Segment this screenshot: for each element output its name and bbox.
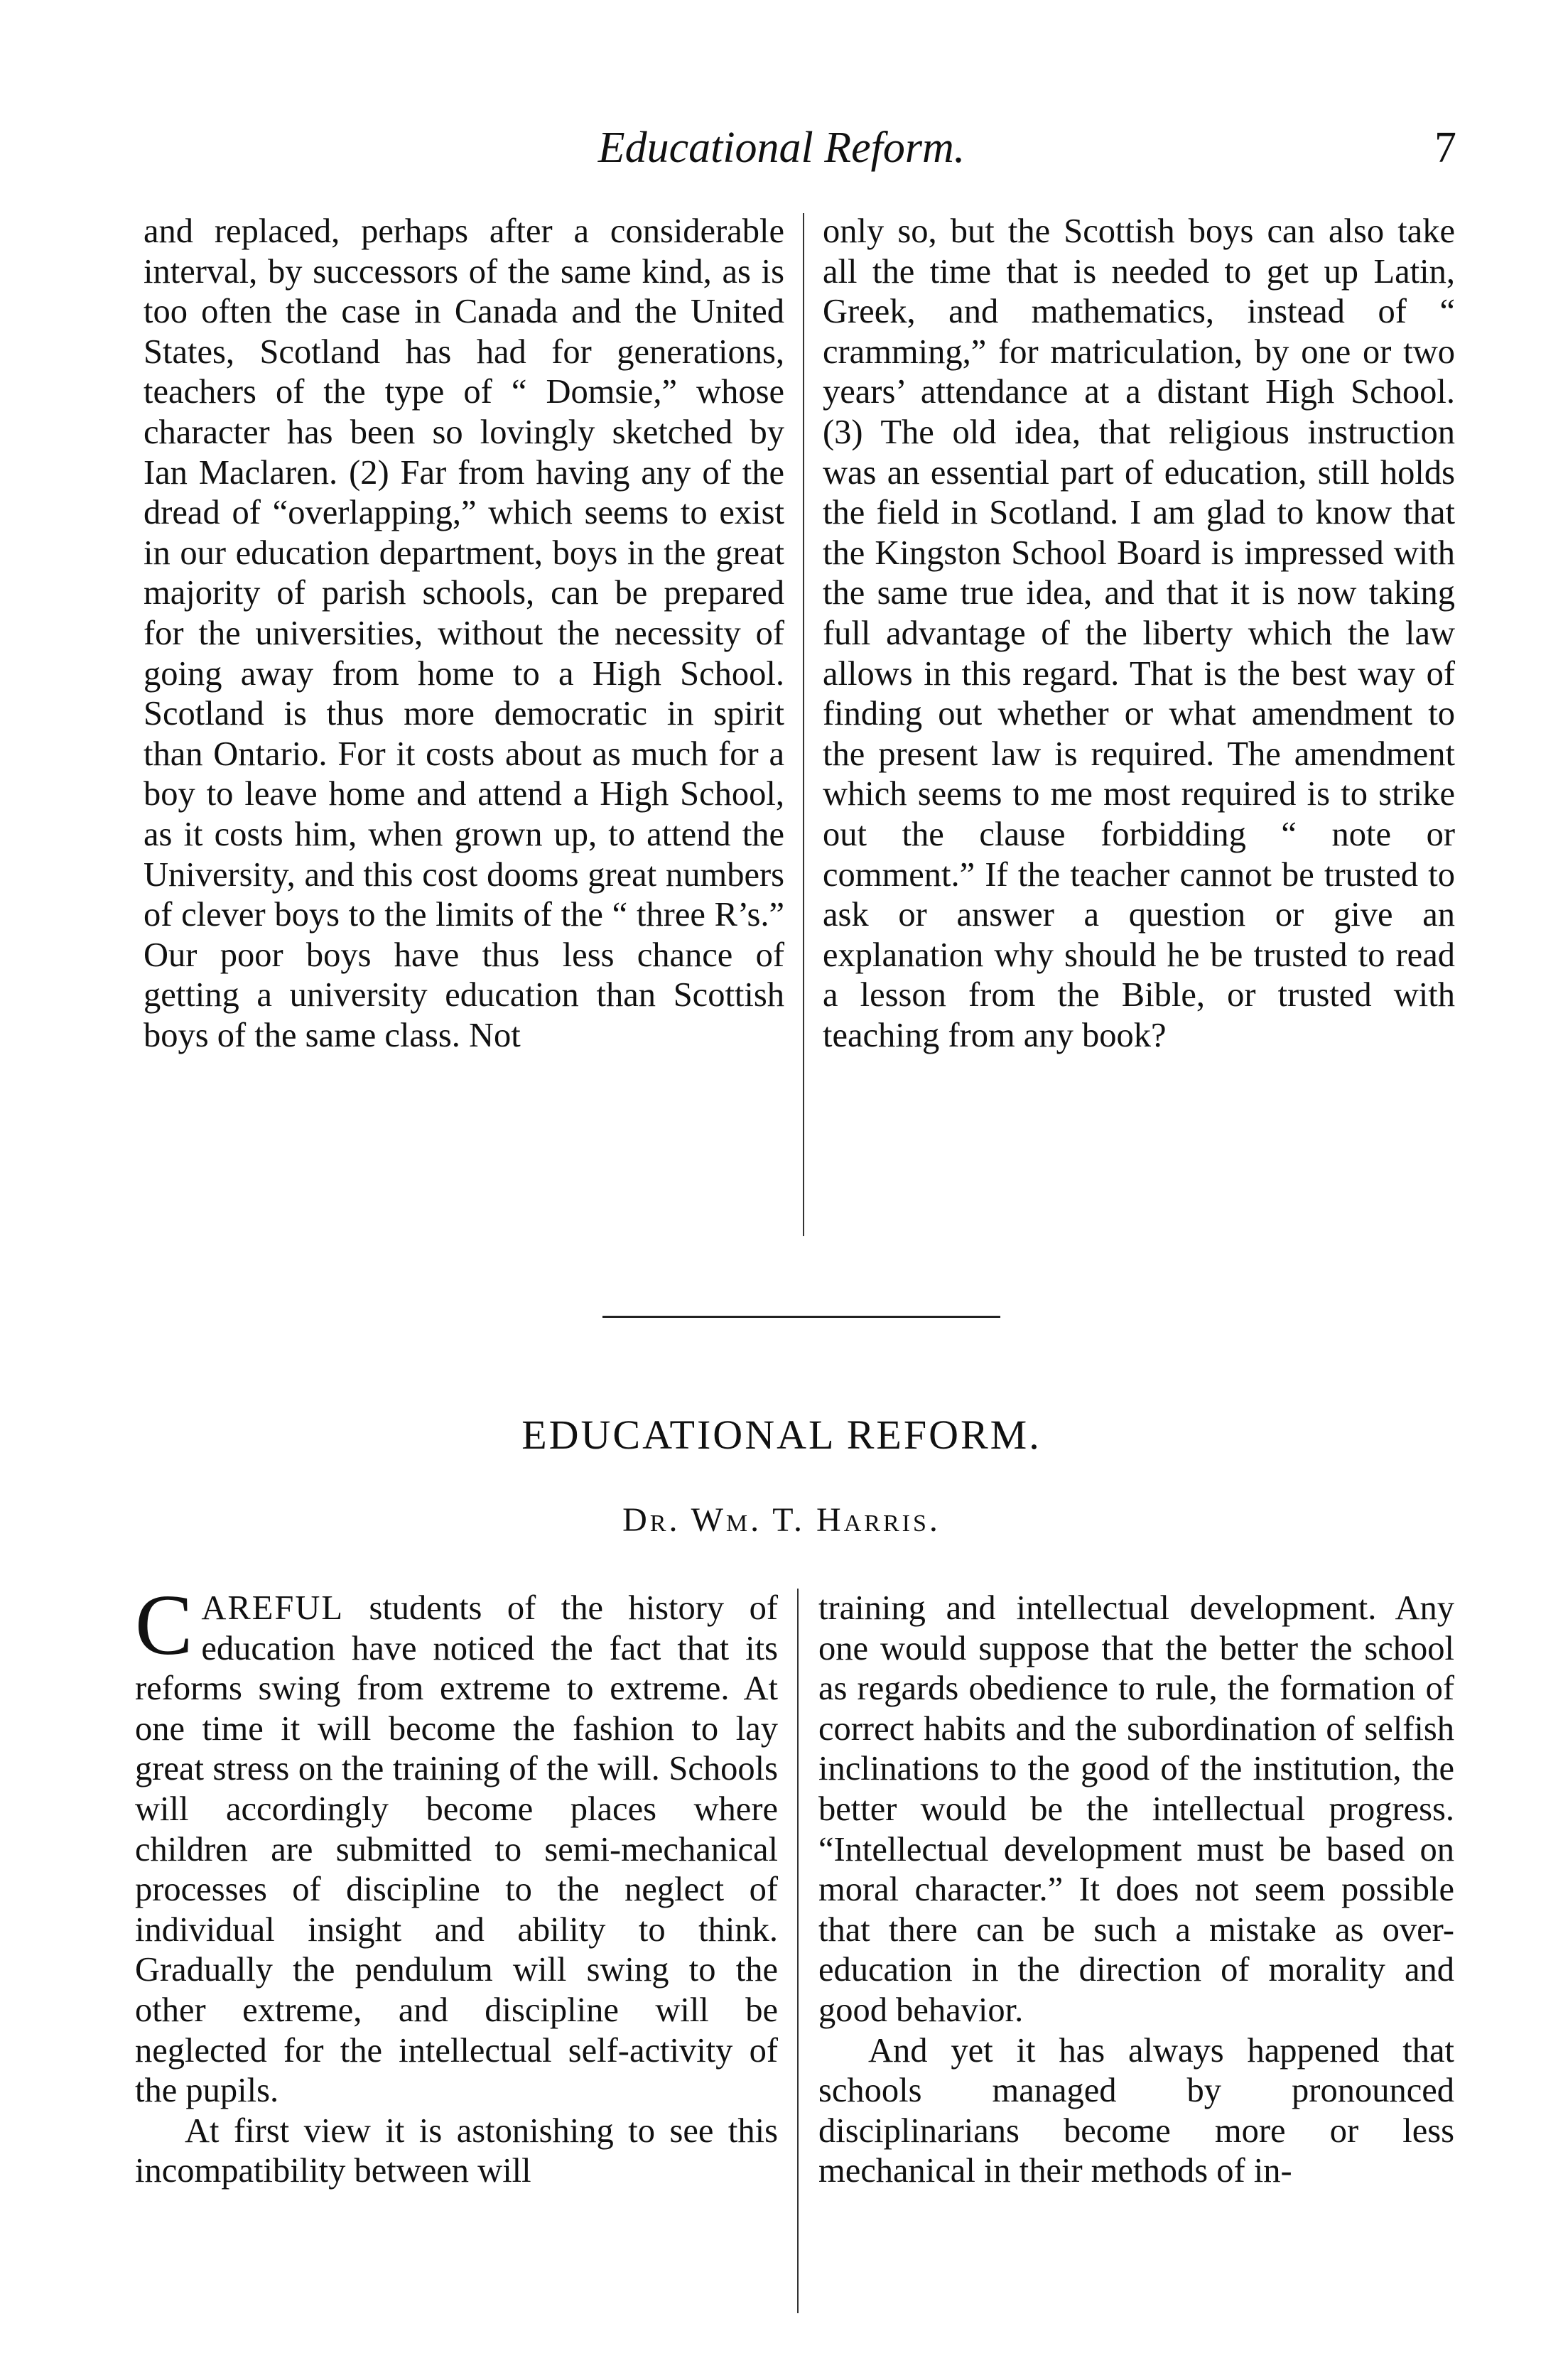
running-head [0, 119, 1563, 176]
paragraph: And yet it has always happened that schools managed by pronounced disciplinarians become more or less mechanical in their methods of in- [818, 2031, 1454, 2190]
paragraph: At first view it is astonishing to see this incompatibility between will [135, 2111, 778, 2190]
paragraph: training and intellectual development. Any one would suppose that the better the school as regards obedience to rule, the formation of correct habits and the subordination of selfish inclinations to the good of the institution, the better would be the intellectual progress. “Intellectual development must be based on moral character.” It does not seem possible that there can be such a mistake as over-education in the direction of morality and good behavior. [818, 1589, 1454, 2029]
drop-cap: C [135, 1577, 193, 1673]
article-byline: Dr. Wm. T. Harris. [622, 1501, 941, 1539]
column-divider [797, 1589, 799, 2313]
article-right-column [818, 1589, 1454, 2192]
paragraph: only so, but the Scottish boys can also take all the time that is needed to get up Latin, Greek, and mathematics, instead of “ cramming,” for matriculation, by one or two years’ attendance at a distant High School. (3) The old idea, that religious instruction was an essential part of education, still holds the field in Scotland. I am glad to know that the Kingston School Board is impressed with the same true idea, and that it is now taking full advantage of the liberty which the law allows in this regard. That is the best way of finding out whether or what amendment to the present law is required. The amendment which seems to me most required is to strike out the clause forbidding “ note or comment.” If the teacher cannot be trusted to ask or answer a question or give an explanation why should he be trusted to read a lesson from the Bible, or trusted with teaching from any book? [823, 212, 1455, 1054]
section-separator-rule [602, 1316, 1000, 1318]
previous-article-left-column [144, 212, 784, 1056]
article-title: EDUCATIONAL REFORM. [521, 1412, 1042, 1458]
article-left-column [135, 1577, 778, 2192]
paragraph [135, 1577, 778, 2111]
column-divider [803, 213, 804, 1236]
page-number: 7 [1434, 124, 1456, 172]
running-title: Educational Reform. [597, 124, 966, 172]
previous-article-right-column [823, 212, 1455, 1056]
paragraph: and replaced, perhaps after a considerable interval, by successors of the same kind, as is too often the case in Canada and the United States, Scotland has had for generations, teachers of the type of “ Domsie,” whose character has been so lovingly sketched by Ian Maclaren. (2) Far from having any of the dread of “overlapping,” which seems to exist in our education department, boys in the great majority of parish schools, can be prepared for the universities, without the necessity of going away from home to a High School. Scotland is thus more democratic in spirit than Ontario. For it costs about as much for a boy to leave home and attend a High School, as it costs him, when grown up, to attend the University, and this cost dooms great numbers of clever boys to the limits of the “ three R’s.” Our poor boys have thus less chance of getting a university education than Scottish boys of the same class. Not [144, 212, 784, 1054]
lead-word: AREFUL [201, 1589, 344, 1627]
paragraph-text: students of the history of education have noticed the fact that its reforms swing from extreme to extreme. At one time it will become the fashion to lay great stress on the training of the will. Schools will accordingly become places where children are submitted to semi-mechanical processes of discipline to the neglect of individual insight and ability to think. Gradually the pendulum will swing to the other extreme, and discipline will be neglected for the intellectual self-activity of the pupils. [135, 1589, 778, 2110]
